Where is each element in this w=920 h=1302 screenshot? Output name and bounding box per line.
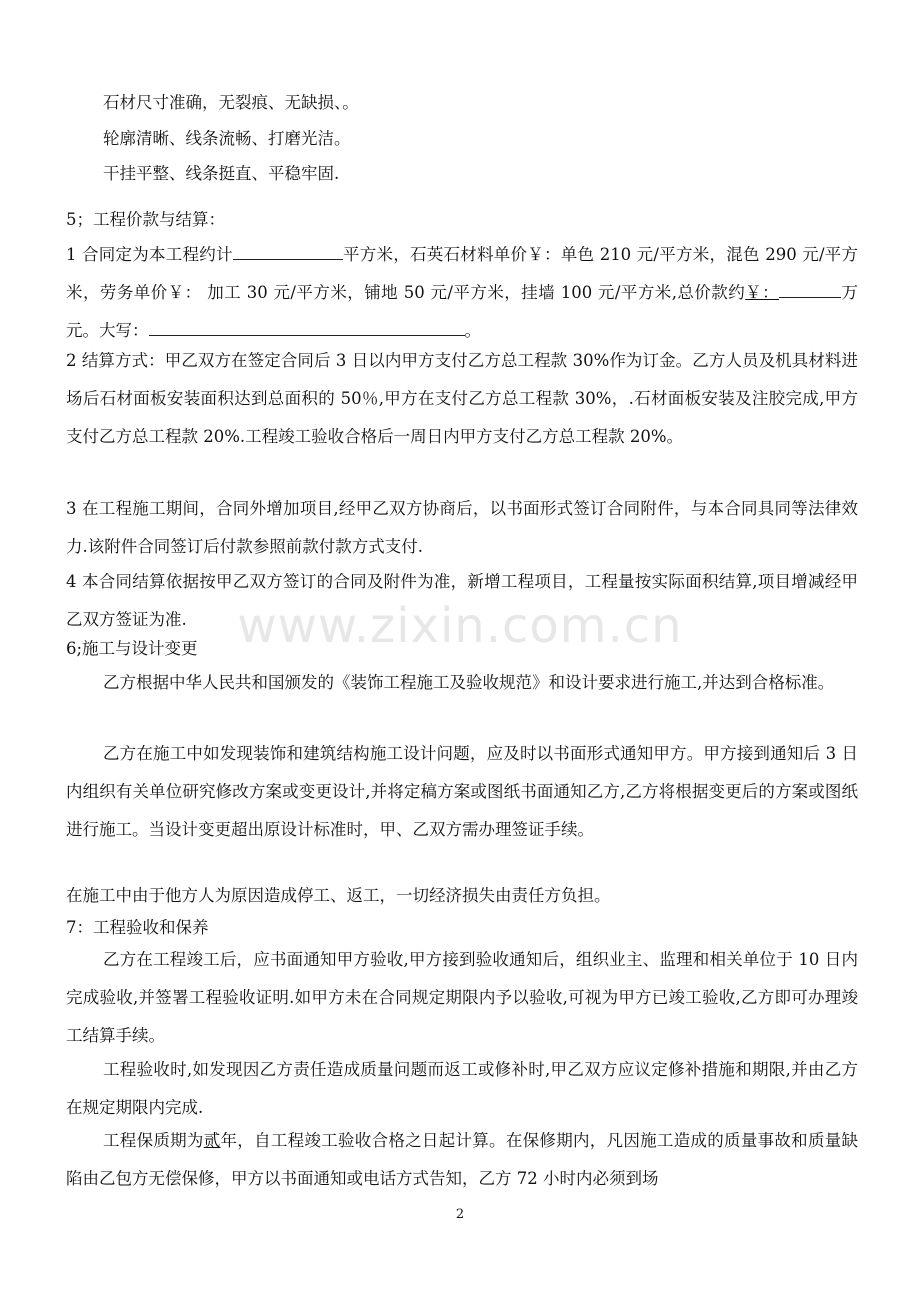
- section-7-para-1: 乙方在工程竣工后，应书面通知甲方验收,甲方接到验收通知后，组织业主、监理和相关单位于 10 日内完成验收,并签署工程验收证明.如甲方未在合同规定期限内予以验收,可视为甲方已竣工验收,乙方即可办理竣工结算手续。: [66, 950, 858, 1045]
- page-number: 2: [455, 1207, 465, 1222]
- quality-line-2: 轮廓清晰、线条流畅、打磨光洁。: [103, 129, 351, 148]
- warranty-text-a: 工程保质期为: [103, 1131, 204, 1150]
- section-5-clause-2: 2 结算方式：甲乙双方在签定合同后 3 日以内甲方支付乙方总工程款 30%作为订金。乙方人员及机具材料进场后石材面板安装面积达到总面积的 50％,甲方在支付乙方总工程款 30%，.石材面板安装及注胶完成,甲方支付乙方总工程款 20%.工程竣工验收合格后一周日内甲方支付乙方总工程款 20%。: [66, 351, 858, 446]
- area-blank: [233, 239, 343, 260]
- warranty-text-c: 年，自工程竣工验收合格之日起计算。在保修期内，凡因施工造成的质量事故和质量缺陷由乙包方无偿保修，甲方以书面通知或电话方式告知，乙方 72 小时内必须到场: [66, 1131, 859, 1188]
- section-5-clause-4: 4 本合同结算依据按甲乙双方签订的合同及附件为准，新增工程项目，工程量按实际面积结算,项目增减经甲乙双方签证为准.: [66, 572, 858, 629]
- quality-line-1: 石材尺寸准确，无裂痕、无缺损、。: [103, 93, 359, 112]
- clause-1-text-b: 平方米，石英石材料单价￥：单色 210 元/平方米，混色 290 元/平方米，劳务单价￥： 加工 30 元/平方米，铺地 50 元/平方米，挂墙 100 元/平方米,总价款约: [66, 245, 858, 302]
- clause-1-text-e: 。: [464, 321, 481, 340]
- quality-line-3: 干挂平整、线条挺直、平稳牢固.: [103, 164, 340, 183]
- section-7-title: 7：工程验收和保养: [66, 918, 209, 937]
- section-5-clause-1: [66, 236, 858, 350]
- currency-mark: ￥：: [745, 283, 780, 302]
- warranty-years: 贰: [203, 1131, 221, 1150]
- section-5-title: 5；工程价款与结算：: [66, 210, 225, 229]
- clause-1-text-a: 1 合同定为本工程约计: [66, 245, 233, 264]
- section-6-para-3: 在施工中由于他方人为原因造成停工、返工，一切经济损失由责任方负担。: [66, 886, 611, 905]
- total-amount-blank: [779, 277, 841, 298]
- watermark: www.zixin.com.cn: [237, 598, 683, 654]
- section-6-title: 6;施工与设计变更: [66, 639, 198, 658]
- section-5-clause-3: 3 在工程施工期间，合同外增加项目,经甲乙双方协商后，以书面形式签订合同附件，与本合同具同等法律效力.该附件合同签订后付款参照前款付款方式支付.: [66, 499, 858, 556]
- section-7-para-3: [66, 1122, 858, 1198]
- clause-1-text-d: 万元。大写：: [66, 283, 859, 340]
- section-6-para-1: 乙方根据中华人民共和国颁发的《装饰工程施工及验收规范》和设计要求进行施工,并达到合格标准。: [103, 673, 835, 692]
- amount-in-words-blank: [149, 315, 465, 336]
- section-7-para-2: 工程验收时,如发现因乙方责任造成质量问题而返工或修补时,甲乙双方应议定修补措施和期限,并由乙方在规定期限内完成.: [66, 1060, 858, 1117]
- section-6-para-2: 乙方在施工中如发现装饰和建筑结构施工设计问题，应及时以书面形式通知甲方。甲方接到通知后 3 日内组织有关单位研究修改方案或变更设计,并将定稿方案或图纸书面通知乙方,乙方将根据变更后的方案或图纸进行施工。当设计变更超出原设计标准时，甲、乙双方需办理签证手续。: [66, 744, 858, 839]
